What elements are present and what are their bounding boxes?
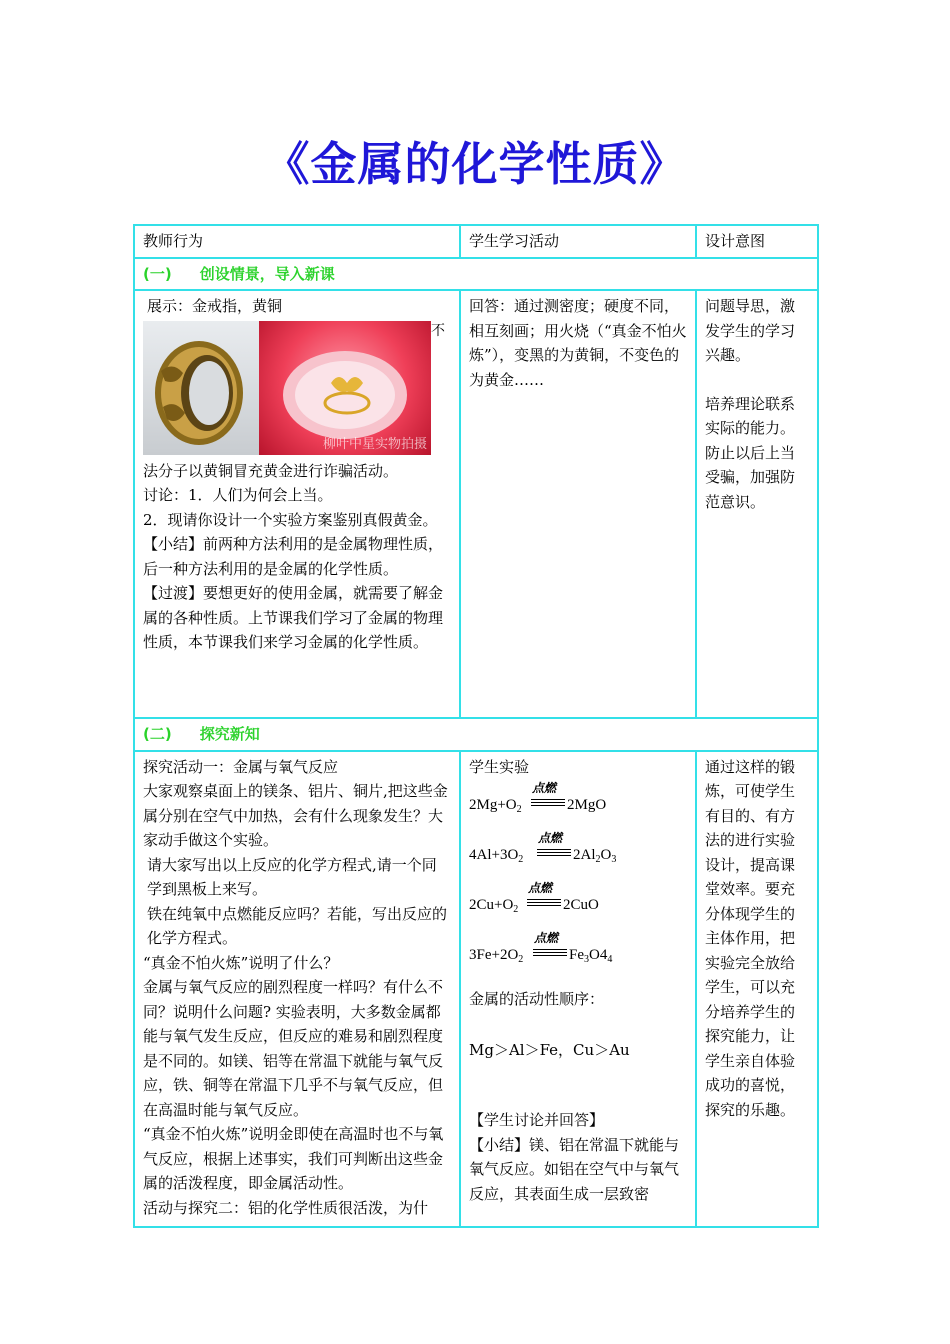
reaction-cu-left: 2Cu+O [469, 897, 514, 913]
s2-student-head: 学生实验 [469, 757, 530, 776]
reaction-mg-condition: 点燃 [532, 781, 557, 795]
reaction-cu-condition: 点燃 [528, 881, 553, 895]
reaction-al-right-sub: 2 [595, 854, 601, 865]
s2-teacher-line-1: 探究活动一：金属与氧气反应 [143, 757, 339, 776]
gold-ring-image [259, 321, 431, 455]
section-2-heading [134, 718, 818, 751]
reaction-cu [469, 879, 687, 929]
reaction-mg-left-sub: 2 [516, 804, 522, 815]
activity-order-title: 金属的活动性顺序： [469, 990, 605, 1008]
s2-teacher-line-5: “真金不怕火炼”说明了什么？ [143, 953, 339, 972]
s2-teacher-line-3: 请大家写出以上反应的化学方程式,请一个同学到黑板上来写。 [147, 855, 437, 898]
reaction-cu-arrow [527, 881, 561, 911]
activity-order: Mg＞Al＞Fe，Cu＞Au [469, 1040, 630, 1059]
reaction-fe-left: 3Fe+2O [469, 947, 519, 963]
reaction-mg-left: 2Mg+O [469, 797, 517, 813]
table-header-row [134, 225, 818, 258]
s1-design-a: 问题导思，激发学生的学习兴趣。 [705, 297, 796, 364]
s1-student-text: 回答：通过测密度；硬度不同，相互刻画；用火烧（“真金不怕火炼”），变黑的为黄铜，不变色的为黄金…… [469, 297, 687, 389]
s1-teacher-line-1: 法分子以黄铜冒充黄金进行诈骗活动。 [143, 461, 399, 480]
section-2-title: 探究新知 [199, 725, 260, 743]
s1-teacher-transition: 【过渡】要想更好的使用金属，就需要了解金属的各种性质。上节课我们学习了金属的物理性质，本节课我们来学习金属的化学性质。 [143, 584, 444, 651]
section-2-content-row [134, 751, 818, 1227]
section-1-heading [134, 258, 818, 291]
section-row-2 [134, 718, 818, 751]
student-discuss: 【学生讨论并回答】 [469, 1111, 605, 1129]
student-summary: 【小结】镁、铝在常温下就能与氧气反应。如铝在空气中与氧气反应，其表面生成一层致密 [469, 1135, 680, 1203]
reaction-al-condition: 点燃 [538, 831, 563, 845]
reaction-al [469, 829, 687, 879]
s1-design-b: 培养理论联系实际的能力。防止以后上当受骗，加强防范意识。 [705, 394, 796, 511]
reaction-al-left-sub: 2 [518, 854, 524, 865]
reaction-cu-right: 2CuO [563, 897, 599, 913]
reaction-fe-left-sub: 2 [518, 954, 524, 965]
section-1-number: (一) [143, 264, 172, 283]
header-teacher: 教师行为 [134, 225, 460, 258]
section-2-number: (二) [143, 725, 172, 743]
s1-teacher-cell [134, 290, 460, 718]
s1-overflow-char: 不 [431, 322, 445, 339]
s2-design-cell [696, 751, 818, 1227]
reaction-fe-right-sub: 3 [584, 954, 589, 965]
s2-teacher-line-7: “真金不怕火炼”说明金即使在高温时也不与氧气反应，根据上述事实，我们可判断出这些金属的活泼程度，即金属活动性。 [143, 1125, 444, 1192]
header-design: 设计意图 [696, 225, 818, 258]
s2-teacher-line-8: 活动与探究二：铝的化学性质很活泼，为什 [143, 1198, 429, 1217]
section-1-content-row [134, 290, 818, 718]
reaction-fe-right-sub-2: 4 [607, 954, 613, 965]
s1-student-cell [460, 290, 696, 718]
reaction-al-arrow [537, 831, 571, 861]
s1-design-cell [696, 290, 818, 718]
lesson-plan-table [133, 224, 819, 1228]
s2-teacher-line-6: 金属与氧气反应的剧烈程度一样吗？有什么不同？说明什么问题? 实验表明，大多数金属都能与氧气发生反应，但反应的难易和剧烈程度是不同的。如镁、铝等在常温下就能与氧气反应，铁、铜等在常温下几乎不与氧气反应，但在高温时能与氧气反应。 [143, 978, 444, 1119]
s1-teacher-line-2: 讨论：1．人们为何会上当。 [143, 486, 333, 504]
section-1-title: 创设情景，导入新课 [199, 264, 335, 283]
reaction-al-left: 4Al+3O [469, 847, 519, 863]
reaction-mg-arrow [531, 781, 565, 811]
reaction-fe-condition: 点燃 [534, 931, 559, 945]
section-row-1 [134, 258, 818, 291]
reaction-al-right-2: O [600, 847, 612, 863]
header-student: 学生学习活动 [460, 225, 696, 258]
brass-ring-image [143, 321, 259, 455]
page-title: 《金属的化学性质》 [263, 137, 687, 191]
s1-teacher-line-3: 2．现请你设计一个实验方案鉴别真假黄金。 [143, 510, 438, 529]
reaction-fe-right: Fe [569, 947, 584, 963]
reaction-mg-right: 2MgO [567, 797, 607, 813]
ring-photo [143, 321, 431, 455]
s2-teacher-line-4: 铁在纯氧中点燃能反应吗？若能，写出反应的化学方程式。 [147, 904, 448, 947]
reaction-fe-arrow [533, 931, 567, 961]
photo-watermark: 柳叶中星实物拍摄 [322, 436, 427, 452]
reaction-mg [469, 779, 687, 829]
reaction-cu-left-sub: 2 [513, 904, 519, 915]
reaction-al-right: 2Al [573, 847, 596, 863]
s1-teacher-summary: 【小结】前两种方法利用的是金属物理性质，后一种方法利用的是金属的化学性质。 [143, 535, 444, 578]
reaction-al-right-sub-2: 3 [611, 854, 617, 865]
s2-teacher-line-2: 大家观察桌面上的镁条、铝片、铜片,把这些金属分别在空气中加热，会有什么现象发生？大家动手做这个实验。 [143, 782, 448, 849]
reaction-fe [469, 929, 687, 979]
s2-student-cell [460, 751, 696, 1227]
reaction-fe-right-2: O4 [589, 947, 608, 963]
s2-teacher-cell [134, 751, 460, 1227]
s1-show-line: 展示：金戒指，黄铜 [147, 297, 283, 315]
s2-design-text: 通过这样的锻炼，可使学生有目的、有方法的进行实验设计，提高课堂效率。要充分体现学生的主体作用，把实验完全放给学生，可以充分培养学生的探究能力，让学生亲自体验成功的喜悦，探究的乐趣。 [705, 757, 796, 1119]
